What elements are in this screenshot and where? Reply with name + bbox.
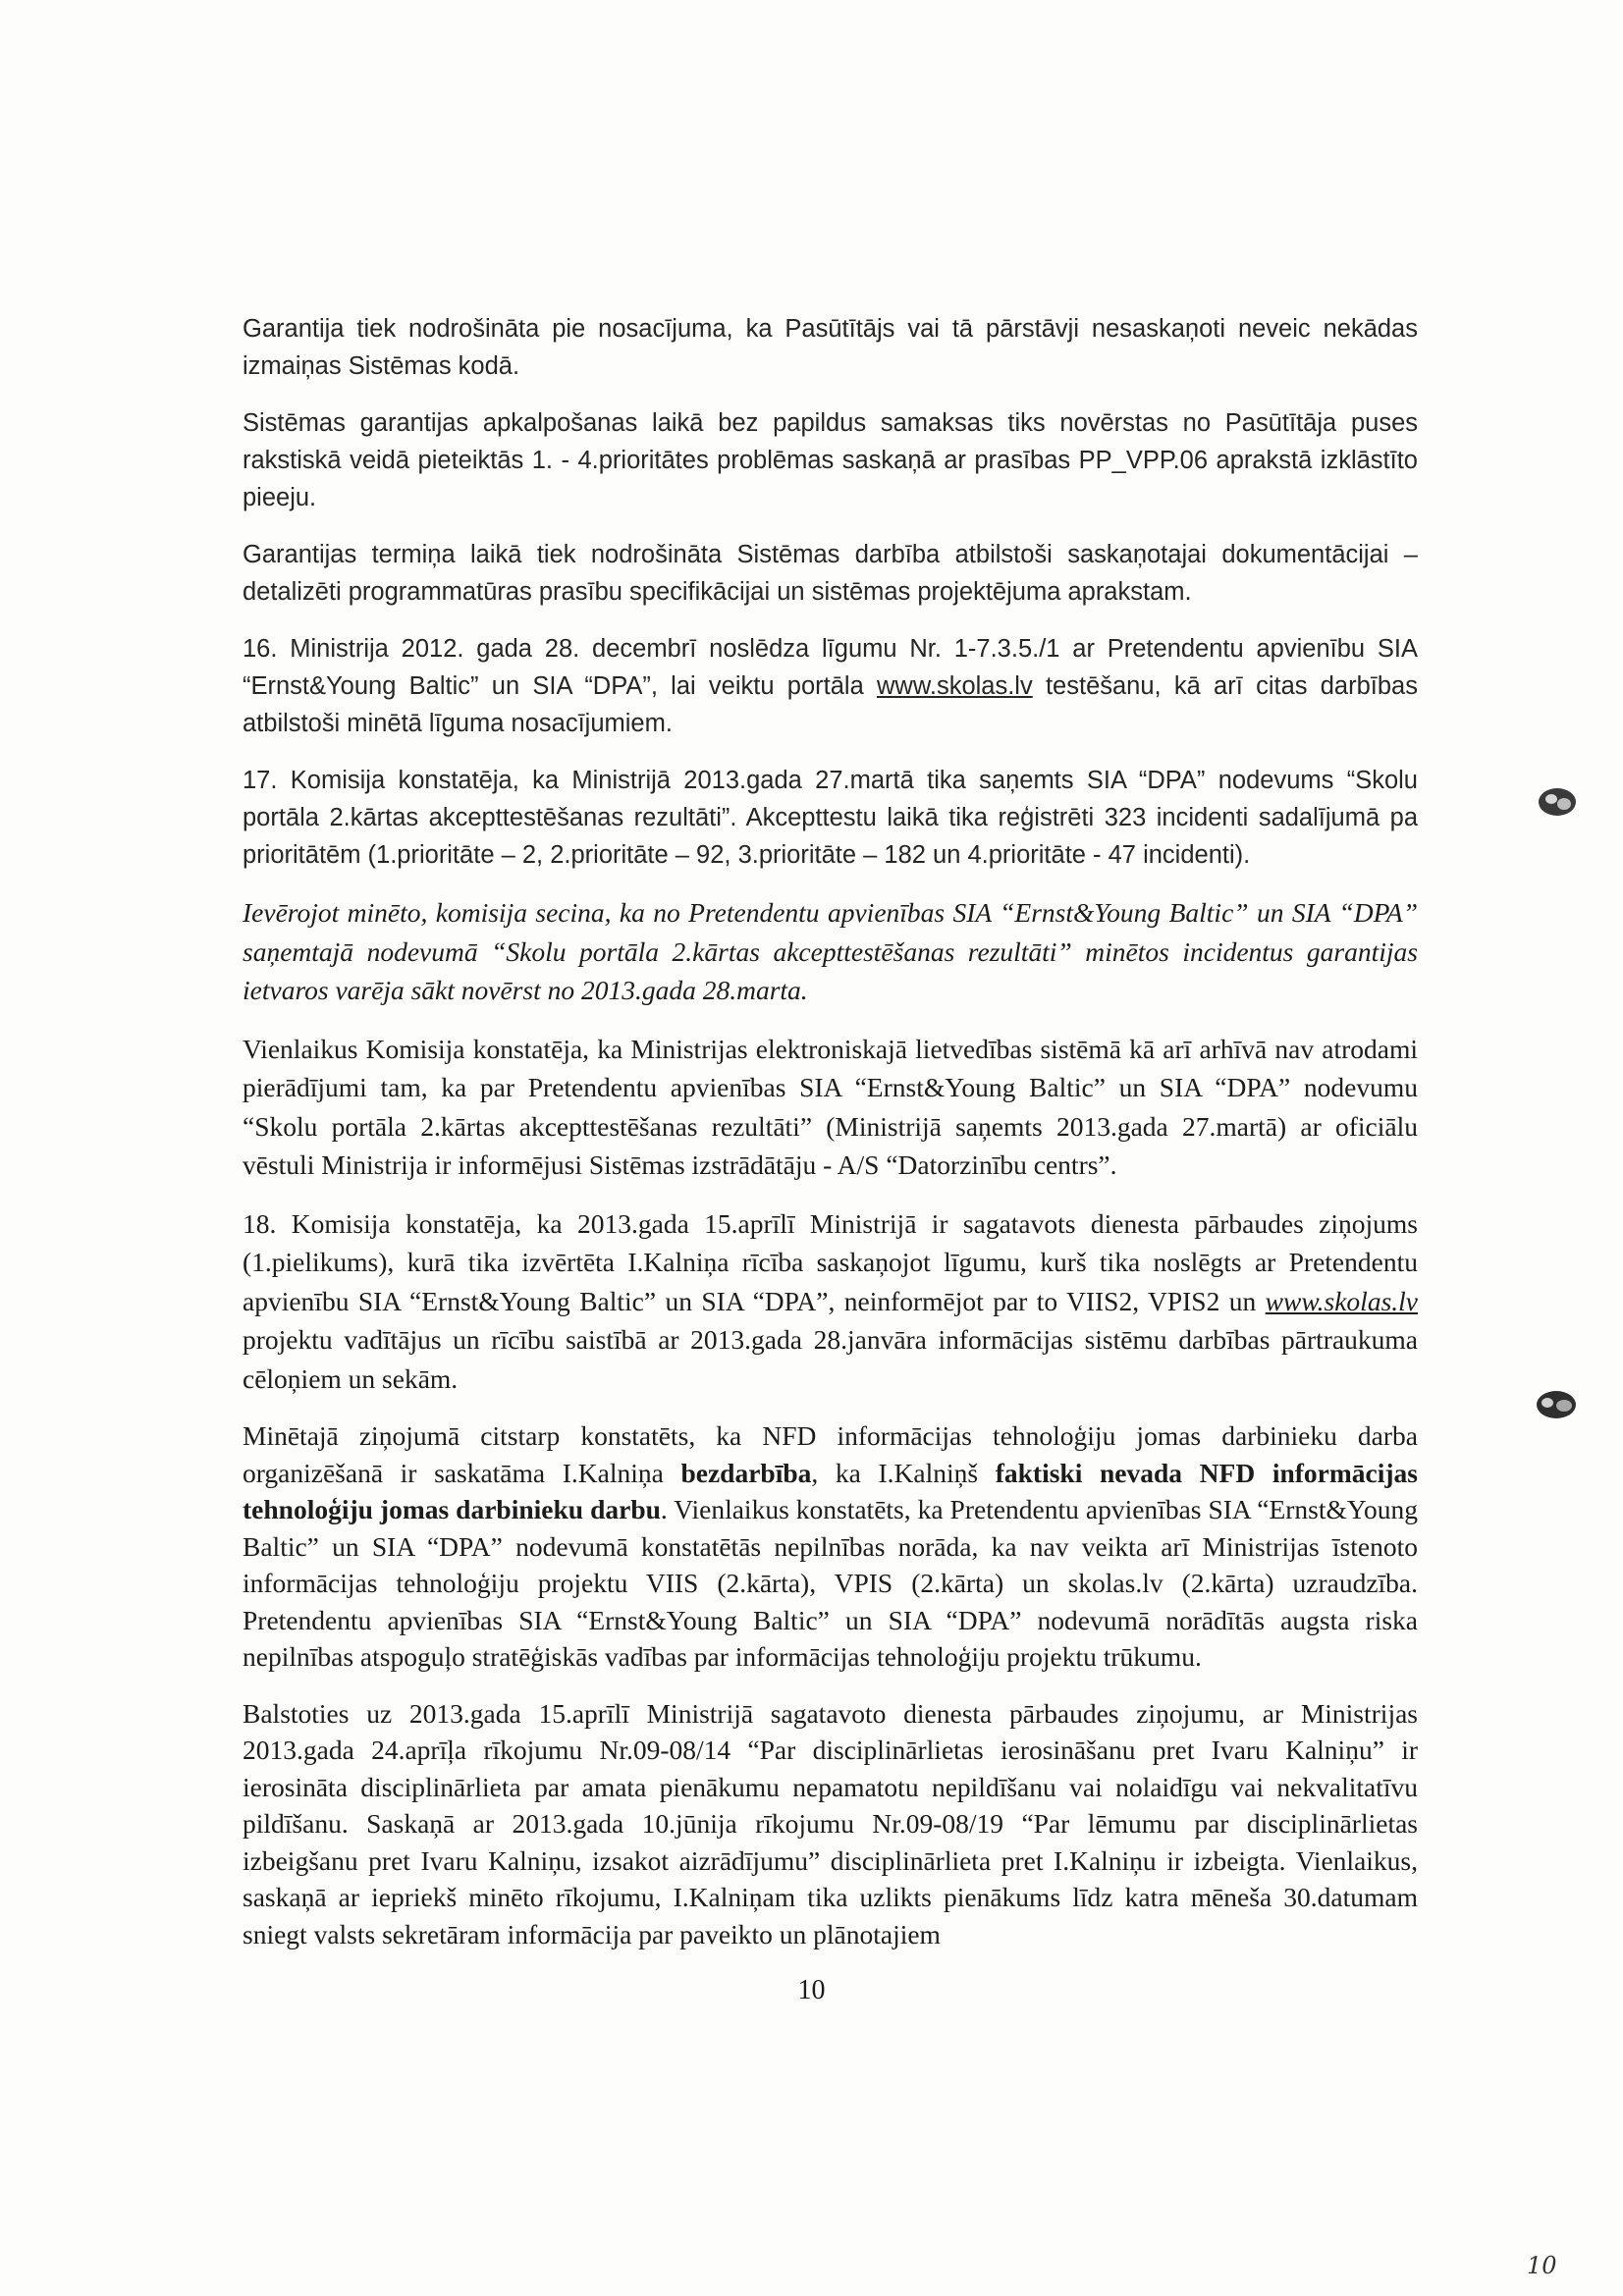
page-number: 10	[797, 1975, 826, 2005]
findings-text-1: Minētajā ziņojumā citstarp konstatēts, ka NFD informācijas tehnoloģiju jomas darbinieku darba organizēšanā ir saskatāma I.Kalniņa	[243, 1420, 1418, 1488]
paragraph-18-text-start: 18. Komisija konstatēja, ka 2013.gada 15.aprīlī Ministrijā ir sagatavots dienesta pārbaudes ziņojums (1.pielikums), kurā tika izvērtēta I.Kalniņa rīcība saskaņojot līgumu, kurš tika noslēgts ar Pretendentu apvienību SIA “Ernst&Young Baltic” un SIA “DPA”, neinformējot par to VIIS2, VPIS2 un	[243, 1207, 1418, 1316]
paragraph-disciplinary: Balstoties uz 2013.gada 15.aprīlī Ministrijā sagatavoto dienesta pārbaudes ziņojumu, ar Ministrijas 2013.gada 24.aprīļa rīkojumu Nr.09-08/14 “Par disciplinārlietas ierosināšanu pret Ivaru Kalniņu” ir ierosināta disciplinārlieta par amata pienākumu nepamatotu nepildīšanu vai nolaidīgu vai nekvalitatīvu pildīšanu. Saskaņā ar 2013.gada 10.jūnija rīkojumu Nr.09-08/19 “Par lēmumu par disciplinārlietas izbeigšanu pret Ivaru Kalniņu, izsakot aizrādījumu” disciplinārlieta pret I.Kalniņu ir izbeigta. Vienlaikus, saskaņā ar iepriekš minēto rīkojumu, I.Kalniņam tika uzlikts pienākums līdz katra mēneša 30.datumam sniegt valsts sekretāram informācija par paveikto un plānotajiem	[243, 1697, 1418, 1949]
document-body	[243, 310, 1418, 1972]
paragraph-16-text-end: testēšanu, kā arī citas darbības atbilstoši minētā līguma nosacījumiem.	[243, 672, 1418, 737]
paragraph-17: 17. Komisija konstatēja, ka Ministrijā 2013.gada 27.martā tika saņemts SIA “DPA” nodevums “Skolu portāla 2.kārtas akcepttestēšanas rezultāti”. Akcepttestu laikā tika reģistrēti 323 incidenti sadalījumā pa prioritātēm (1.prioritāte – 2, 2.prioritāte – 92, 3.prioritāte – 182 un 4.prioritāte - 47 incidenti).	[243, 767, 1418, 869]
paragraph-warranty-condition: Garantija tiek nodrošināta pie nosacījuma, ka Pasūtītājs vai tā pārstāvji nesaskaņoti neveic nekādas izmaiņas Sistēmas kodā.	[243, 315, 1418, 380]
paragraph-18-text-end: projektu vadītājus un rīcību saistībā ar 2013.gada 28.janvāra informācijas sistēmu darbības pārtraukuma cēloņiem un sekām.	[243, 1324, 1418, 1394]
paragraph-report-findings	[243, 1417, 1418, 1676]
findings-text-3: . Vienlaikus konstatēts, ka Pretendentu apvienības SIA “Ernst&Young Baltic” un SIA “DPA” nodevumā konstatētās nepilnības norāda, ka nav veikta arī Ministrijas īstenoto informācijas tehnoloģiju projektu VIIS (2.kārta), VPIS (2.kārta) un skolas.lv (2.kārta) uzraudzība. Pretendentu apvienības SIA “Ernst&Young Baltic” un SIA “DPA” nodevumā norādītās augsta riska nepilnības atspoguļo stratēģiskās vadības par informācijas tehnoloģiju projektu trūkumu.	[243, 1494, 1418, 1672]
paragraph-warranty-term: Garantijas termiņa laikā tiek nodrošināta Sistēmas darbība atbilstoši saskaņotajai dokumentācijai – detalizēti programmatūras prasību specifikācijai un sistēmas projektējuma aprakstam.	[243, 541, 1418, 606]
paragraph-conclusion: Ievērojot minēto, komisija secina, ka no Pretendentu apvienības SIA “Ernst&Young Baltic” un SIA “DPA” saņemtajā nodevumā “Skolu portāla 2.kārtas akcepttestēšanas rezultāti” minētos incidentus garantijas ietvaros varēja sākt novērst no 2013.gada 28.marta.	[243, 897, 1418, 1005]
skolas-link[interactable]: www.skolas.lv	[877, 672, 1033, 700]
handwritten-page-number: 10	[1527, 2252, 1557, 2279]
paragraph-notification: Vienlaikus Komisija konstatēja, ka Ministrijas elektroniskajā lietvedības sistēmā kā arī arhīvā nav atrodami pierādījumi tam, ka par Pretendentu apvienības SIA “Ernst&Young Baltic” un SIA “DPA” nodevumu “Skolu portāla 2.kārtas akcepttestēšanas rezultāti” (Ministrijā saņemts 2013.gada 27.martā) ar oficiālu vēstuli Ministrija ir informējusi Sistēmas izstrādātāju - A/S “Datorzinību centrs”.	[243, 1033, 1418, 1180]
stamp-mark-icon	[1534, 1386, 1579, 1423]
findings-bold-1: bezdarbība	[680, 1457, 812, 1488]
paragraph-18	[243, 1204, 1418, 1399]
paragraph-warranty-service: Sistēmas garantijas apkalpošanas laikā bez papildus samaksas tiks novērstas no Pasūtītāja puses rakstiskā veidā pieteiktās 1. - 4.prioritātes problēmas saskaņā ar prasības PP_VPP.06 aprakstā izklāstīto pieeju.	[243, 409, 1418, 511]
skolas-link-italic[interactable]: www.skolas.lv	[1265, 1285, 1418, 1316]
paragraph-16	[243, 630, 1418, 742]
findings-text-2: , ka I.Kalniņš	[811, 1457, 996, 1488]
stamp-mark-icon	[1536, 783, 1579, 821]
findings-bold-2: faktiski nevada NFD informācijas tehnoloģiju jomas darbinieku darbu	[243, 1457, 1418, 1524]
paragraph-16-text-start: 16. Ministrija 2012. gada 28. decembrī noslēdza līgumu Nr. 1-7.3.5./1 ar Pretendentu apvienību SIA “Ernst&Young Baltic” un SIA “DPA”, lai veiktu portāla	[243, 635, 1418, 700]
